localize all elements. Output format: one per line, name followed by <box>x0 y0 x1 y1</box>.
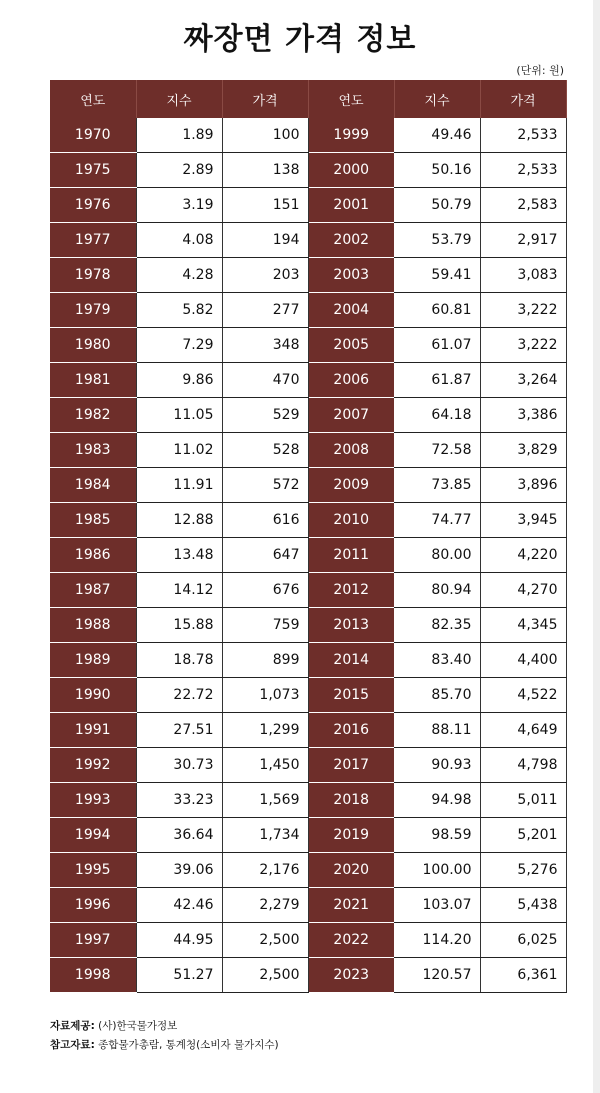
price-cell: 3,386 <box>480 398 566 433</box>
table-body <box>50 118 566 993</box>
index-cell: 30.73 <box>136 748 222 783</box>
year-cell: 2000 <box>308 153 394 188</box>
index-cell: 100.00 <box>394 853 480 888</box>
table-header-row <box>50 80 566 118</box>
index-cell: 64.18 <box>394 398 480 433</box>
index-cell: 83.40 <box>394 643 480 678</box>
price-cell: 3,896 <box>480 468 566 503</box>
price-cell: 277 <box>222 293 308 328</box>
price-cell: 4,345 <box>480 608 566 643</box>
index-cell: 15.88 <box>136 608 222 643</box>
year-cell: 2008 <box>308 433 394 468</box>
year-cell: 2012 <box>308 573 394 608</box>
price-cell: 194 <box>222 223 308 258</box>
index-cell: 90.93 <box>394 748 480 783</box>
price-cell: 3,222 <box>480 328 566 363</box>
table-row <box>50 783 566 818</box>
index-cell: 61.87 <box>394 363 480 398</box>
year-cell: 1980 <box>50 328 136 363</box>
source-value: (사)한국물가정보 <box>94 1020 178 1032</box>
year-cell: 1996 <box>50 888 136 923</box>
table-row <box>50 853 566 888</box>
price-cell: 3,945 <box>480 503 566 538</box>
index-cell: 1.89 <box>136 118 222 153</box>
index-cell: 7.29 <box>136 328 222 363</box>
price-cell: 2,500 <box>222 923 308 958</box>
index-cell: 61.07 <box>394 328 480 363</box>
year-cell: 2011 <box>308 538 394 573</box>
price-cell: 203 <box>222 258 308 293</box>
year-cell: 2010 <box>308 503 394 538</box>
index-cell: 33.23 <box>136 783 222 818</box>
index-cell: 9.86 <box>136 363 222 398</box>
price-cell: 2,917 <box>480 223 566 258</box>
index-cell: 2.89 <box>136 153 222 188</box>
header-index-right: 지수 <box>394 80 480 118</box>
price-cell: 4,400 <box>480 643 566 678</box>
index-cell: 39.06 <box>136 853 222 888</box>
year-cell: 2004 <box>308 293 394 328</box>
year-cell: 1989 <box>50 643 136 678</box>
index-cell: 3.19 <box>136 188 222 223</box>
index-cell: 59.41 <box>394 258 480 293</box>
index-cell: 36.64 <box>136 818 222 853</box>
reference-label: 참고자료: <box>50 1039 95 1051</box>
year-cell: 1981 <box>50 363 136 398</box>
index-cell: 80.00 <box>394 538 480 573</box>
index-cell: 94.98 <box>394 783 480 818</box>
price-cell: 676 <box>222 573 308 608</box>
index-cell: 11.91 <box>136 468 222 503</box>
year-cell: 2019 <box>308 818 394 853</box>
header-year-left: 연도 <box>50 80 136 118</box>
price-cell: 5,201 <box>480 818 566 853</box>
price-cell: 5,438 <box>480 888 566 923</box>
table-row <box>50 188 566 223</box>
source-note <box>50 1017 279 1036</box>
price-cell: 1,299 <box>222 713 308 748</box>
price-cell: 1,073 <box>222 678 308 713</box>
price-cell: 647 <box>222 538 308 573</box>
table-row <box>50 538 566 573</box>
year-cell: 1990 <box>50 678 136 713</box>
price-cell: 2,533 <box>480 118 566 153</box>
table-row <box>50 293 566 328</box>
table-row <box>50 958 566 993</box>
index-cell: 80.94 <box>394 573 480 608</box>
price-cell: 616 <box>222 503 308 538</box>
table-row <box>50 153 566 188</box>
index-cell: 44.95 <box>136 923 222 958</box>
table-row <box>50 713 566 748</box>
price-cell: 6,361 <box>480 958 566 993</box>
price-cell: 470 <box>222 363 308 398</box>
index-cell: 60.81 <box>394 293 480 328</box>
index-cell: 82.35 <box>394 608 480 643</box>
index-cell: 22.72 <box>136 678 222 713</box>
year-cell: 2023 <box>308 958 394 993</box>
year-cell: 1994 <box>50 818 136 853</box>
index-cell: 13.48 <box>136 538 222 573</box>
price-cell: 4,522 <box>480 678 566 713</box>
year-cell: 1997 <box>50 923 136 958</box>
year-cell: 1987 <box>50 573 136 608</box>
reference-note <box>50 1036 279 1055</box>
index-cell: 11.05 <box>136 398 222 433</box>
year-cell: 1970 <box>50 118 136 153</box>
year-cell: 2002 <box>308 223 394 258</box>
table-row <box>50 433 566 468</box>
index-cell: 114.20 <box>394 923 480 958</box>
index-cell: 4.28 <box>136 258 222 293</box>
year-cell: 1995 <box>50 853 136 888</box>
footer-notes <box>50 1017 279 1055</box>
index-cell: 49.46 <box>394 118 480 153</box>
table-row <box>50 678 566 713</box>
price-cell: 1,569 <box>222 783 308 818</box>
table-row <box>50 118 566 153</box>
year-cell: 2001 <box>308 188 394 223</box>
table-row <box>50 503 566 538</box>
index-cell: 42.46 <box>136 888 222 923</box>
price-cell: 759 <box>222 608 308 643</box>
year-cell: 2006 <box>308 363 394 398</box>
right-edge-strip <box>593 0 600 1093</box>
year-cell: 2005 <box>308 328 394 363</box>
price-cell: 2,279 <box>222 888 308 923</box>
year-cell: 2007 <box>308 398 394 433</box>
header-year-right: 연도 <box>308 80 394 118</box>
index-cell: 51.27 <box>136 958 222 993</box>
price-cell: 100 <box>222 118 308 153</box>
table-row <box>50 888 566 923</box>
price-cell: 899 <box>222 643 308 678</box>
year-cell: 1979 <box>50 293 136 328</box>
table-row <box>50 608 566 643</box>
price-cell: 1,450 <box>222 748 308 783</box>
index-cell: 27.51 <box>136 713 222 748</box>
table-row <box>50 328 566 363</box>
price-cell: 138 <box>222 153 308 188</box>
price-cell: 3,264 <box>480 363 566 398</box>
index-cell: 98.59 <box>394 818 480 853</box>
index-cell: 12.88 <box>136 503 222 538</box>
year-cell: 1988 <box>50 608 136 643</box>
year-cell: 2003 <box>308 258 394 293</box>
price-cell: 6,025 <box>480 923 566 958</box>
year-cell: 2017 <box>308 748 394 783</box>
year-cell: 1999 <box>308 118 394 153</box>
year-cell: 2009 <box>308 468 394 503</box>
year-cell: 1983 <box>50 433 136 468</box>
year-cell: 1998 <box>50 958 136 993</box>
index-cell: 50.79 <box>394 188 480 223</box>
index-cell: 4.08 <box>136 223 222 258</box>
price-cell: 1,734 <box>222 818 308 853</box>
index-cell: 103.07 <box>394 888 480 923</box>
price-cell: 5,276 <box>480 853 566 888</box>
year-cell: 1986 <box>50 538 136 573</box>
table-row <box>50 748 566 783</box>
year-cell: 1992 <box>50 748 136 783</box>
header-index-left: 지수 <box>136 80 222 118</box>
year-cell: 1978 <box>50 258 136 293</box>
table-row <box>50 363 566 398</box>
price-cell: 4,270 <box>480 573 566 608</box>
price-cell: 3,222 <box>480 293 566 328</box>
index-cell: 50.16 <box>394 153 480 188</box>
index-cell: 72.58 <box>394 433 480 468</box>
price-cell: 572 <box>222 468 308 503</box>
index-cell: 73.85 <box>394 468 480 503</box>
table-row <box>50 573 566 608</box>
price-cell: 4,649 <box>480 713 566 748</box>
year-cell: 2015 <box>308 678 394 713</box>
price-cell: 151 <box>222 188 308 223</box>
price-cell: 4,220 <box>480 538 566 573</box>
index-cell: 74.77 <box>394 503 480 538</box>
price-cell: 4,798 <box>480 748 566 783</box>
index-cell: 5.82 <box>136 293 222 328</box>
index-cell: 18.78 <box>136 643 222 678</box>
price-table <box>50 80 567 993</box>
price-cell: 2,533 <box>480 153 566 188</box>
year-cell: 2018 <box>308 783 394 818</box>
page-title: 짜장면 가격 정보 <box>183 22 417 57</box>
unit-note: (단위: 원) <box>516 64 564 77</box>
table-row <box>50 643 566 678</box>
index-cell: 120.57 <box>394 958 480 993</box>
year-cell: 2020 <box>308 853 394 888</box>
year-cell: 1991 <box>50 713 136 748</box>
year-cell: 1975 <box>50 153 136 188</box>
year-cell: 2022 <box>308 923 394 958</box>
source-label: 자료제공: <box>50 1020 95 1032</box>
year-cell: 2013 <box>308 608 394 643</box>
table-row <box>50 818 566 853</box>
price-cell: 529 <box>222 398 308 433</box>
index-cell: 88.11 <box>394 713 480 748</box>
index-cell: 53.79 <box>394 223 480 258</box>
table-row <box>50 398 566 433</box>
year-cell: 1982 <box>50 398 136 433</box>
index-cell: 85.70 <box>394 678 480 713</box>
index-cell: 14.12 <box>136 573 222 608</box>
reference-value: 종합물가총람, 통계청(소비자 물가지수) <box>94 1039 279 1051</box>
index-cell: 11.02 <box>136 433 222 468</box>
year-cell: 1993 <box>50 783 136 818</box>
header-price-left: 가격 <box>222 80 308 118</box>
price-cell: 3,829 <box>480 433 566 468</box>
year-cell: 2021 <box>308 888 394 923</box>
year-cell: 2016 <box>308 713 394 748</box>
year-cell: 1976 <box>50 188 136 223</box>
price-cell: 348 <box>222 328 308 363</box>
year-cell: 1977 <box>50 223 136 258</box>
year-cell: 2014 <box>308 643 394 678</box>
year-cell: 1985 <box>50 503 136 538</box>
year-cell: 1984 <box>50 468 136 503</box>
table-row <box>50 258 566 293</box>
table-row <box>50 923 566 958</box>
header-price-right: 가격 <box>480 80 566 118</box>
price-cell: 2,176 <box>222 853 308 888</box>
price-cell: 528 <box>222 433 308 468</box>
price-cell: 2,500 <box>222 958 308 993</box>
table-row <box>50 223 566 258</box>
price-cell: 2,583 <box>480 188 566 223</box>
price-cell: 3,083 <box>480 258 566 293</box>
table-row <box>50 468 566 503</box>
price-cell: 5,011 <box>480 783 566 818</box>
